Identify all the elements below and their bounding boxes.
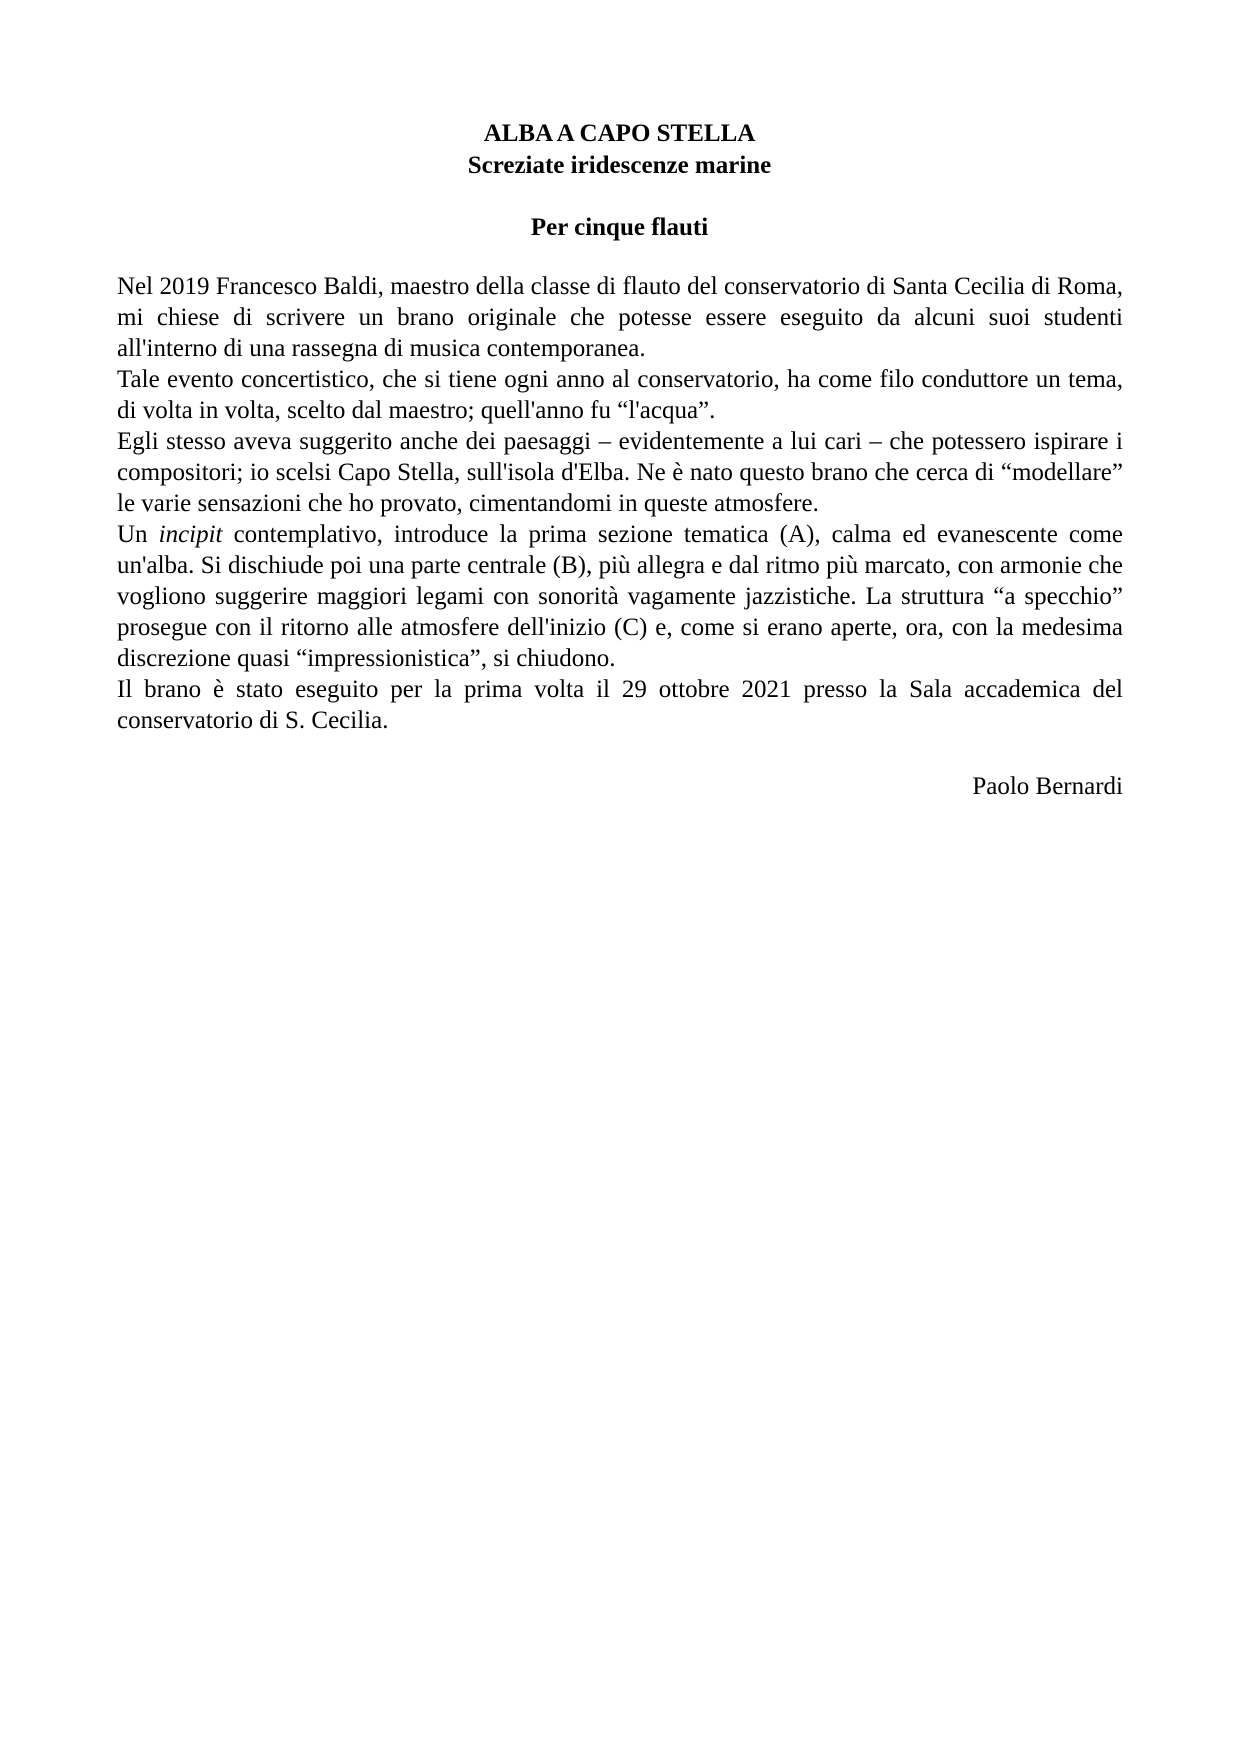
paragraph-structure [117,519,1123,674]
paragraph-theme: Tale evento concertistico, che si tiene ogni anno al conservatorio, ha come filo conduttore un tema, di volta in volta, scelto dal maestro; quell'anno fu “l'acqua”. [117,366,1123,424]
paragraph-commission: Nel 2019 Francesco Baldi, maestro della classe di flauto del conservatorio di Santa Cecilia di Roma, mi chiese di scrivere un brano originale che potesse essere eseguito da alcuni suoi studenti all'interno di una rassegna di musica contemporanea. [117,273,1123,362]
document-title: ALBA A CAPO STELLA [483,120,756,147]
incipit-italic: incipit [158,521,223,548]
author-signature: Paolo Bernardi [972,773,1123,800]
structure-lead: Un [117,521,159,548]
instrumentation-heading: Per cinque flauti [530,214,709,241]
paragraph-landscape: Egli stesso aveva suggerito anche dei paesaggi – evidentemente a lui cari – che potessero ispirare i compositori; io scelsi Capo Stella, sull'isola d'Elba. Ne è nato questo brano che cerca di “modellare” le varie sensazioni che ho provato, cimentandomi in queste atmosfere. [117,428,1123,517]
program-note-body [117,271,1123,736]
document-subtitle: Screziate iridescenze marine [467,152,772,179]
structure-text: contemplativo, introduce la prima sezione tematica (A), calma ed evanescente come un'alba. Si dischiude poi una parte centrale (B), più allegra e dal ritmo più marcato, con armonie che vogliono suggerire maggiori legami con sonorità vagamente jazzistiche. La struttura “a specchio” prosegue con il ritorno alle atmosfere dell'inizio (C) e, come si erano aperte, ora, con la medesima discrezione quasi “impressionistica”, si chiudono. [117,521,1123,672]
paragraph-premiere: Il brano è stato eseguito per la prima volta il 29 ottobre 2021 presso la Sala accademica del conservatorio di S. Cecilia. [117,676,1123,734]
